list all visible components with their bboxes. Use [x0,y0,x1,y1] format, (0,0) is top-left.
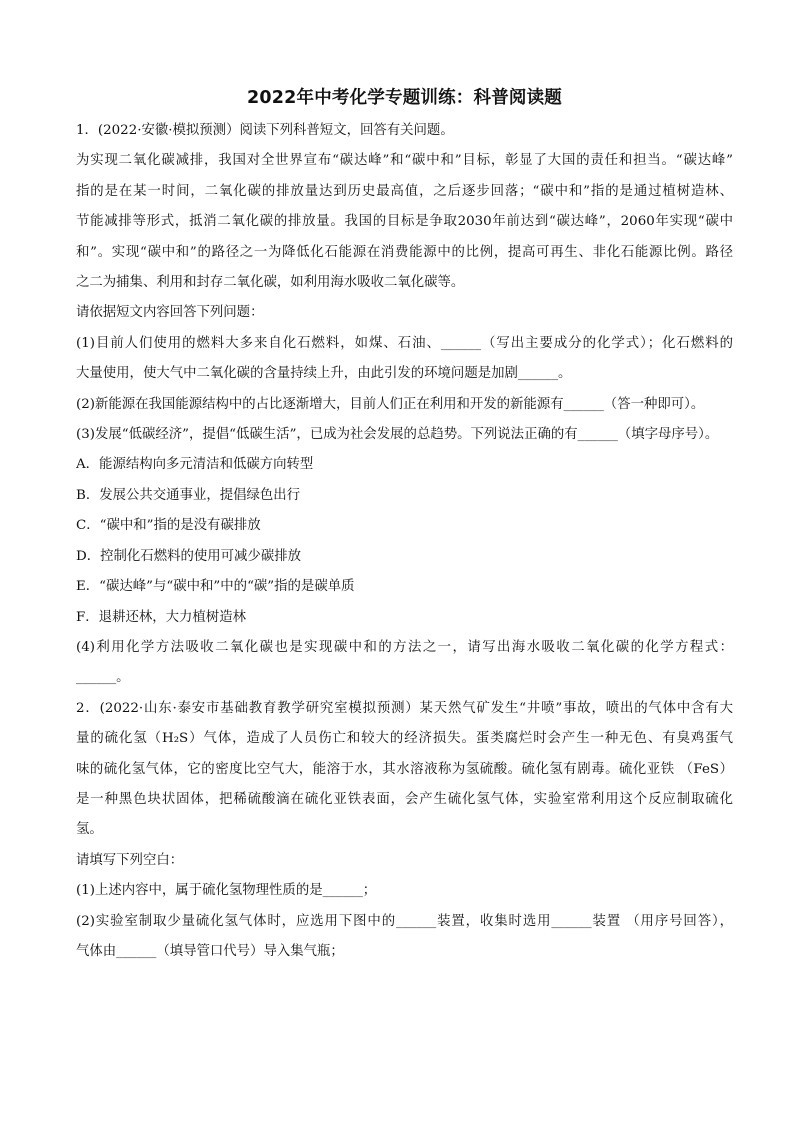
q1-option-a: A．能源结构向多元清洁和低碳方向转型 [76,457,314,473]
q1-line: 和”。实现“碳中和”的路径之一为降低化石能源在消费能源中的比例，提高可再生、非化石能源比例。路径 [76,244,733,260]
q2-line: 量的硫化氢（H₂S）气体，造成了人员伤亡和较大的经济损失。蛋类腐烂时会产生一种无色、有臭鸡蛋气 [76,731,733,747]
q1-sub-1-cont: 大量使用，使大气中二氧化碳的含量持续上升，由此引发的环境问题是加剧______。 [76,366,572,382]
q2-line: 氢。 [76,822,103,838]
q1-line: 之二为捕集、利用和封存二氧化碳，如利用海水吸收二氧化碳等。 [76,275,465,291]
q2-sub-2-cont: 气体由______（填导管口代号）导入集气瓶； [76,943,344,959]
q1-sub-2: (2)新能源在我国能源结构中的占比逐渐增大，目前人们正在利用和开发的新能源有______（答一种即可）。 [76,396,705,412]
q1-line: 节能减排等形式，抵消二氧化碳的排放量。我国的目标是争取2030年前达到“碳达峰”，2060年实现“碳中 [76,214,733,230]
q2-sub-1: (1)上述内容中，属于硫化氢物理性质的是______； [76,883,377,899]
q1-option-f: F．退耕还林，大力植树造林 [76,609,246,625]
q1-line: 1．(2022·安徽·模拟预测）阅读下列科普短文，回答有关问题。 [76,123,454,138]
question-1 [76,116,733,694]
q1-option-b: B．发展公共交通事业，提倡绿色出行 [76,487,301,503]
q1-line: 请依据短文内容回答下列问题： [76,305,264,321]
q1-sub-4-blank: ______。 [76,670,130,686]
question-2 [76,694,733,968]
q1-option-c: C．“碳中和”指的是没有碳排放 [76,518,261,534]
q1-sub-3: (3)发展“低碳经济”，提倡“低碳生活”，已成为社会发展的总趋势。下列说法正确的有______（填字母序号）。 [76,427,719,443]
q1-sub-1: (1)目前人们使用的燃料大多来自化石燃料，如煤、石油、______（写出主要成分的化学式）；化石燃料的 [76,335,733,351]
q2-line: 是一种黑色块状固体，把稀硫酸滴在硫化亚铁表面，会产生硫化氢气体，实验室常利用这个反应制取硫化 [76,791,733,807]
q2-sub-2: (2)实验室制取少量硫化氢气体时，应选用下图中的______装置，收集时选用______装置 （用序号回答）， [76,913,733,929]
q2-line: 请填写下列空白： [76,852,184,868]
q2-line: 味的硫化氢气体，它的密度比空气大，能溶于水，其水溶液称为氢硫酸。硫化氢有剧毒。硫化亚铁 （FeS） [76,761,733,777]
q2-line: 2．(2022·山东·泰安市基础教育教学研究室模拟预测）某天然气矿发生“井喷”事故，喷出的气体中含有大 [76,700,733,716]
document-title: 2022年中考化学专题训练：科普阅读题 [246,88,562,108]
q1-line: 指的是在某一时间，二氧化碳的排放量达到历史最高值，之后逐步回落；“碳中和”指的是通过植树造林、 [76,183,733,199]
q1-line: 为实现二氧化碳减排，我国对全世界宣布“碳达峰”和“碳中和”目标，彰显了大国的责任和担当。“碳达峰” [76,153,733,169]
q1-sub-4: (4)利用化学方法吸收二氧化碳也是实现碳中和的方法之一，请写出海水吸收二氧化碳的化学方程式： [76,639,733,655]
q1-option-e: E．“碳达峰”与“碳中和”中的“碳”指的是碳单质 [76,579,355,595]
q1-option-d: D．控制化石燃料的使用可减少碳排放 [76,548,301,564]
